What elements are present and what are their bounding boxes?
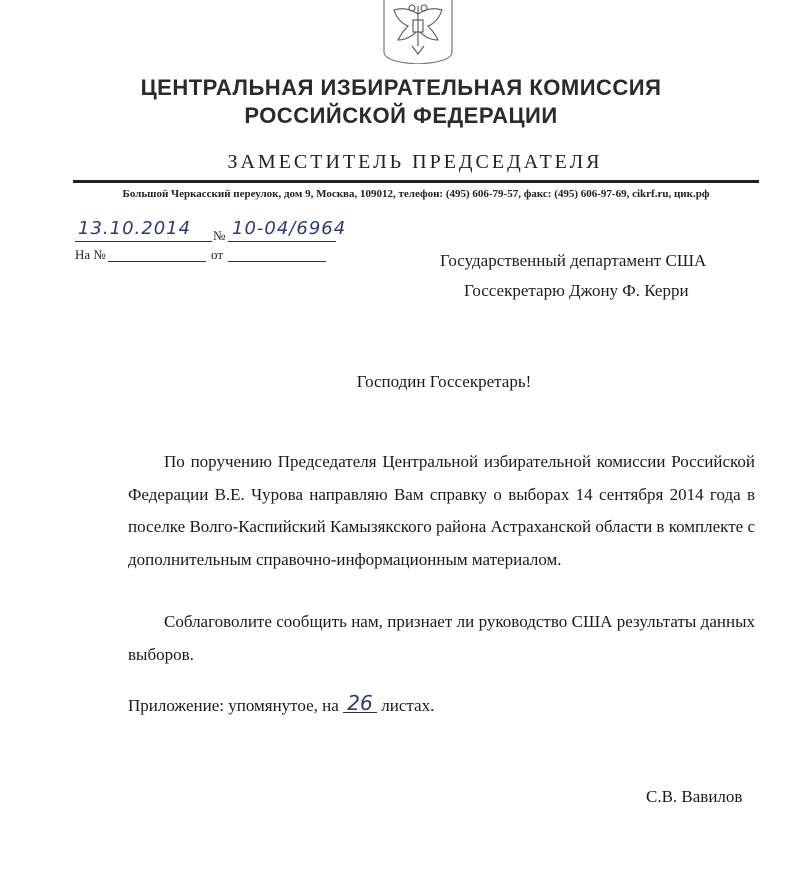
addressee-line2: Госсекретарю Джону Ф. Керри [464,281,689,300]
registration-date: 13.10.2014 [78,218,192,239]
registration-number: 10-04/6964 [232,218,347,239]
salutation: Господин Госсекретарь! [356,372,532,391]
number-label: № [213,228,226,243]
date-underline [75,241,212,242]
number-underline [228,241,336,242]
ref-date-underline [228,261,326,262]
attachment-line [128,691,435,716]
body-paragraph-1 [128,446,755,576]
attachment-suffix: листах. [381,696,435,715]
body-paragraph-1-text: По поручению Председателя Центральной избирательной комиссии Российской Федерации В.Е. Чурова направляю Вам справку о выборах 14 сентября 2014 года в поселке Волго-Каспийский Камызякского района Астраханской области в комплекте с дополнительным справочно-информационным материалом. [128,452,755,569]
position-title: ЗАМЕСТИТЕЛЬ ПРЕДСЕДАТЕЛЯ [227,151,603,173]
org-name-line2: РОССИЙСКОЙ ФЕДЕРАЦИИ [244,103,558,128]
body-paragraph-2 [128,606,755,671]
russian-coat-of-arms-icon [378,0,458,64]
ref-number-label: На № [75,247,106,262]
ref-number-underline [108,261,206,262]
org-name-line1: ЦЕНТРАЛЬНАЯ ИЗБИРАТЕЛЬНАЯ КОМИССИЯ [140,75,662,100]
addressee-line1: Государственный департамент США [440,251,707,270]
body-paragraph-2-text: Соблаговолите сообщить нам, признает ли руководство США результаты данных выборов. [128,612,755,664]
contact-line: Большой Черкасский переулок, дом 9, Москва, 109012, телефон: (495) 606-79-57, факс: (495) 606-97-69, cikrf.ru, цик.рф [122,188,710,200]
attachment-prefix: Приложение: упомянутое, на [128,696,339,715]
ref-date-label: от [211,247,224,262]
header-divider [73,180,759,183]
attachment-page-count: 26 [343,694,377,713]
signer-name: С.В. Вавилов [646,787,743,806]
